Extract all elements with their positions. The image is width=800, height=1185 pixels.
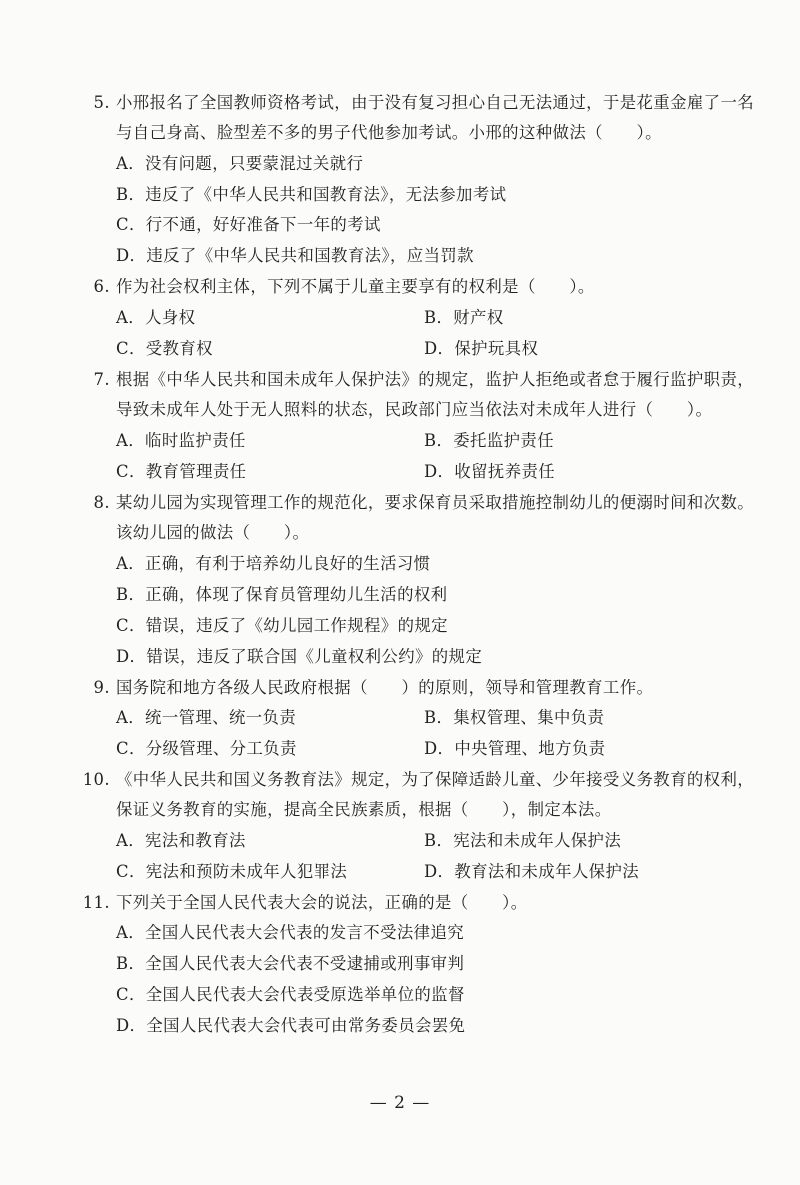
question-9-option-b: B．集权管理、集中负责 bbox=[424, 708, 605, 727]
question-6-number: 6. bbox=[93, 277, 110, 296]
question-7-option-d: D．收留抚养责任 bbox=[424, 462, 556, 481]
question-7-option-c: C．教育管理责任 bbox=[116, 462, 247, 481]
question-7-number: 7. bbox=[93, 370, 110, 389]
question-6-option-b: B．财产权 bbox=[424, 308, 504, 327]
question-11-option-b: B．全国人民代表大会代表不受逮捕或刑事审判 bbox=[116, 954, 465, 973]
question-7-option-b: B．委托监护责任 bbox=[424, 431, 554, 450]
question-10-stem-line-1: 10. 《中华人民共和国义务教育法》规定，为了保障适龄儿童、少年接受义务教育的权利， bbox=[80, 769, 754, 791]
question-5-option-a: A．没有问题，只要蒙混过关就行 bbox=[116, 154, 364, 173]
question-5-stem-line-2: 与自己身高、脸型差不多的男子代他参加考试。小邢的这种做法（ ）。 bbox=[116, 123, 662, 142]
question-6-option-a: A．人身权 bbox=[116, 308, 196, 327]
question-9-stem-line-1: 9. 国务院和地方各级人民政府根据（ ）的原则，领导和管理教育工作。 bbox=[80, 677, 653, 699]
page-number: — 2 — bbox=[369, 1093, 431, 1113]
question-10-option-c: C．宪法和预防未成年人犯罪法 bbox=[116, 862, 348, 881]
question-6-stem-line-1: 6. 作为社会权利主体，下列不属于儿童主要享有的权利是（ ）。 bbox=[80, 276, 595, 298]
question-8-option-a: A．正确，有利于培养幼儿良好的生活习惯 bbox=[116, 554, 431, 573]
question-5-stem-line-1: 5. 小邢报名了全国教师资格考试，由于没有复习担心自己无法通过，于是花重金雇了一名 bbox=[80, 92, 754, 114]
question-7-stem-line-2: 导致未成年人处于无人照料的状态，民政部门应当依法对未成年人进行（ ）。 bbox=[116, 400, 713, 419]
question-5-option-d: D．违反了《中华人民共和国教育法》，应当罚款 bbox=[116, 246, 474, 265]
question-10-option-d: D．教育法和未成年人保护法 bbox=[424, 862, 640, 881]
question-8-number: 8. bbox=[93, 493, 110, 512]
question-11-option-a: A．全国人民代表大会代表的发言不受法律追究 bbox=[116, 923, 465, 942]
question-8-stem-line-1: 8. 某幼儿园为实现管理工作的规范化，要求保育员采取措施控制幼儿的便溺时间和次数。 bbox=[80, 492, 754, 514]
question-11-option-d: D．全国人民代表大会代表可由常务委员会罢免 bbox=[116, 1016, 466, 1035]
question-9-option-d: D．中央管理、地方负责 bbox=[424, 739, 606, 758]
question-6-option-c: C．受教育权 bbox=[116, 339, 213, 358]
question-8-option-d: D．错误，违反了联合国《儿童权利公约》的规定 bbox=[116, 647, 483, 666]
question-9-number: 9. bbox=[93, 678, 110, 697]
question-7-option-a: A．临时监护责任 bbox=[116, 431, 246, 450]
question-9-option-c: C．分级管理、分工负责 bbox=[116, 739, 297, 758]
question-8-stem-line-2: 该幼儿园的做法（ ）。 bbox=[116, 523, 310, 542]
question-10-stem-line-2: 保证义务教育的实施，提高全民族素质，根据（ ），制定本法。 bbox=[116, 800, 612, 819]
question-5-number: 5. bbox=[93, 93, 110, 112]
question-5-option-c: C．行不通，好好准备下一年的考试 bbox=[116, 215, 381, 234]
question-8-option-b: B．正确，体现了保育员管理幼儿生活的权利 bbox=[116, 585, 448, 604]
question-10-option-a: A．宪法和教育法 bbox=[116, 831, 246, 850]
question-10-number: 10. bbox=[82, 770, 110, 789]
question-6-option-d: D．保护玩具权 bbox=[424, 339, 539, 358]
question-11-stem-line-1: 11. 下列关于全国人民代表大会的说法，正确的是（ ）。 bbox=[80, 892, 528, 914]
question-11-number: 11. bbox=[82, 893, 110, 912]
question-11-option-c: C．全国人民代表大会代表受原选举单位的监督 bbox=[116, 985, 465, 1004]
question-5-option-b: B．违反了《中华人民共和国教育法》，无法参加考试 bbox=[116, 185, 507, 204]
question-8-option-c: C．错误，违反了《幼儿园工作规程》的规定 bbox=[116, 616, 448, 635]
question-10-option-b: B．宪法和未成年人保护法 bbox=[424, 831, 622, 850]
question-7-stem-line-1: 7. 根据《中华人民共和国未成年人保护法》的规定，监护人拒绝或者怠于履行监护职责， bbox=[80, 369, 754, 391]
question-9-option-a: A．统一管理、统一负责 bbox=[116, 708, 297, 727]
